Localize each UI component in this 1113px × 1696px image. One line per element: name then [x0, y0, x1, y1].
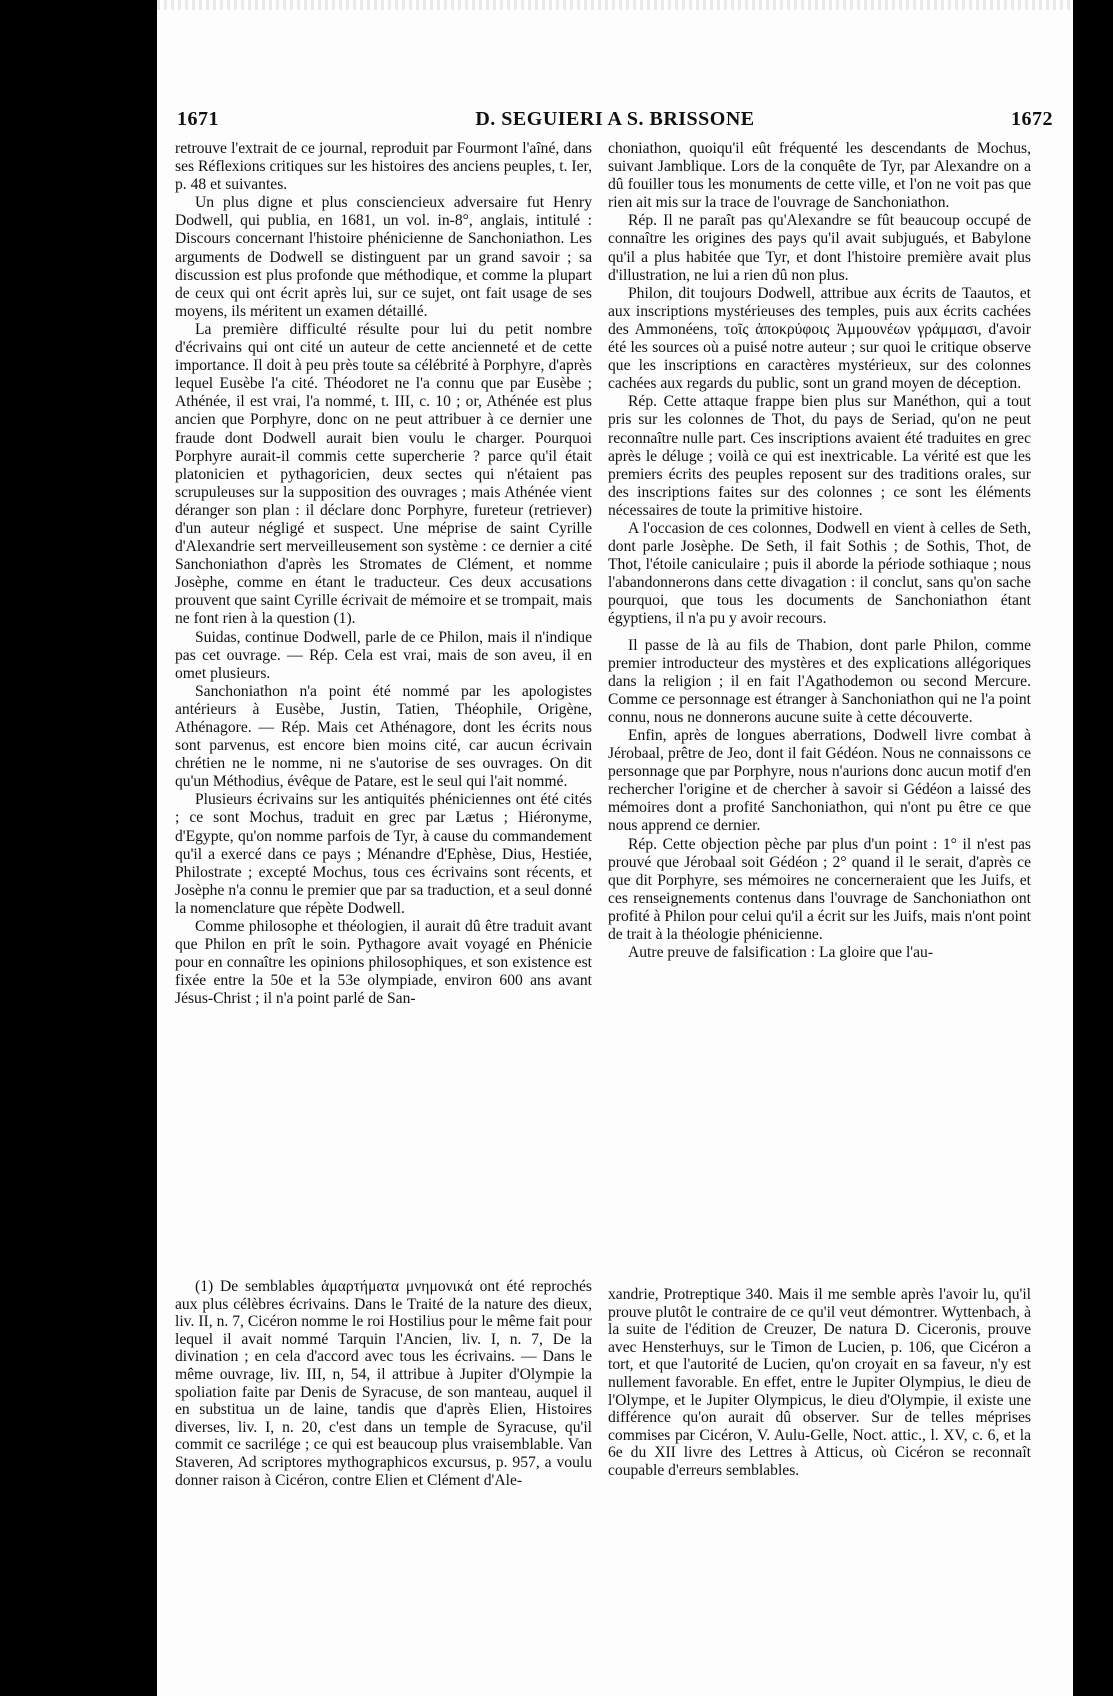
scan-right-margin: [1073, 0, 1113, 1696]
paragraph: choniathon, quoiqu'il eût fréquenté les descendants de Mochus, suivant Jamblique. Lors de la conquête de Tyr, par Alexandre on a dû fouiller tous les monuments de cette ville, et l'on ne voit pas que rien ait mis sur la trace de l'ouvrage de Sanchoniathon.: [608, 140, 1031, 212]
paragraph: Rép. Cette attaque frappe bien plus sur Manéthon, qui a tout pris sur les colonnes de Thot, du pays de Seriad, qu'on ne peut reconnaître nulle part. Ces inscriptions avaient été traduites en grec après le déluge ; voilà ce qui est inextricable. La vérité est que les premiers écrits des peuples reposent sur des traditions orales, sur des inscriptions faites sur des colonnes ; ce sont les éléments nécessaires de toute la primitive histoire.: [608, 393, 1031, 519]
footnote-text: (1) De semblables ἁμαρτήματα μνημονικά ont été reprochés aux plus célèbres écrivains. Dans le Traité de la nature des dieux, liv. II, n. 7, Cicéron nomme le roi Hostilius pour le même fait pour lequel il avait nommé Tarquin l'Ancien, liv. I, n. 7, De la divination ; en cela d'accord avec tous les écrivains. — Dans le même ouvrage, liv. III, n, 54, il attribue à Jupiter d'Olympie la spoliation faite par Denis de Syracuse, de son manteau, auquel il en substitua un de laine, tandis que d'après Elien, Histoires diverses, liv. I, n. 20, c'est dans un temple de Syracuse, qu'il commit ce sacrilége ; ce qui est beaucoup plus vraisemblable. Van Staveren, Ad scriptores mythographicos excursus, p. 957, a voulu donner raison à Cicéron, contre Elien et Clément d'Ale-: [175, 1278, 592, 1489]
paragraph: retrouve l'extrait de ce journal, reproduit par Fourmont l'aîné, dans ses Réflexions critiques sur les histoires des anciens peuples, t. Ier, p. 48 et suivantes.: [175, 140, 592, 194]
paragraph: Rép. Il ne paraît pas qu'Alexandre se fût beaucoup occupé de connaître les origines des pays qu'il avait subjugués, et Babylone qu'il a plus habitée que Tyr, et dont l'histoire première avait plus d'illustration, ne lui a rien dû non plus.: [608, 212, 1031, 284]
right-text-column: [608, 140, 1031, 962]
paragraph: Suidas, continue Dodwell, parle de ce Philon, mais il n'indique pas cet ouvrage. — Rép. Cela est vrai, mais de son aveu, il en omet plusieurs.: [175, 628, 592, 682]
document-page: [157, 0, 1073, 1696]
paragraph: Autre preuve de falsification : La gloire que l'au-: [628, 944, 934, 962]
paragraph: Enfin, après de longues aberrations, Dodwell livre combat à Jérobaal, prêtre de Jeo, dont il fait Gédéon. Nous ne connaissons ce personnage que par Porphyre, nous n'aurions donc aucun motif d'en rechercher l'origine et de chercher à savoir si Gédéon a laissé des mémoires dont a profité Sanchoniathon, qui n'ont pu être ce que nous apprend ce dernier.: [608, 727, 1031, 835]
paragraph: Un plus digne et plus consciencieux adversaire fut Henry Dodwell, qui publia, en 1681, un vol. in-8°, anglais, intitulé : Discours concernant l'histoire phénicienne de Sanchoniathon. Les arguments de Dodwell se distinguent par un grand savoir ; sa discussion est plus profonde que méthodique, et comme la plupart de ceux qui ont écrit après lui, sur ce sujet, ont fait usage de ses moyens, ils méritent un examen détaillé.: [175, 194, 592, 320]
paragraph: A l'occasion de ces colonnes, Dodwell en vient à celles de Seth, dont parle Josèphe. De Seth, il fait Sothis ; de Sothis, Thot, de Thot, l'étoile caniculaire ; puis il aborde la période sothiaque ; nous l'abandonnerons dans cette divagation : il conclut, sans qu'on sache pourquoi, que tous les documents de Sanchoniathon étant égyptiens, il n'a pu y avoir recours.: [608, 519, 1031, 628]
right-column-number: 1672: [1011, 108, 1053, 130]
running-head: [175, 108, 1055, 132]
paragraph: Sanchoniathon n'a point été nommé par les apologistes antérieurs à Eusèbe, Justin, Tatien, Théophile, Origène, Athénagore. — Rép. Mais cet Athénagore, dont les écrits nous sont parvenus, est encore bien moins cité, car aucun écrivain chrétien ne le nomme, ni ne s'autorise de ses ouvrages. On dit qu'un Méthodius, évêque de Patare, est le seul qui l'ait nommé.: [175, 682, 592, 791]
page-title: D. SEGUIERI A S. BRISSONE: [475, 108, 755, 130]
paragraph: Rép. Cette objection pèche par plus d'un point : 1° il n'est pas prouvé que Jérobaal soit Gédéon ; 2° quand il le serait, d'après ce que dit Porphyre, ses mémoires ne concerneraient que les Juifs, et ces renseignements contenus dans l'ouvrage de Sanchoniathon ont profité à Philon pour celui qu'il a écrit sur les Juifs, mais n'ont point de trait à la théologie phénicienne.: [608, 835, 1031, 944]
footnote-right: [608, 1286, 1031, 1480]
left-column-number: 1671: [177, 108, 219, 130]
paragraph: La première difficulté résulte pour lui du petit nombre d'écrivains qui ont cité un auteur de cette ancienneté et de cette importance. Il doit à peu près toute sa célébrité à Porphyre, d'après lequel Eusèbe l'a cité. Théodoret ne l'a connu que par Eusèbe ; Athénée, il est vrai, l'a nommé, t. III, c. 10 ; or, Athénée est plus ancien que Porphyre, donc on ne peut attribuer à ce dernier une fraude dont Dodwell aurait bien voulu le charger. Pourquoi Porphyre aurait-il commis cette supercherie ? parce qu'il était platonicien et pythagoricien, deux sectes qui n'étaient pas scrupuleuses sur la supposition des ouvrages ; mais Athénée vient déranger son plan : il déclare donc Porphyre, fureteur (retriever) d'un auteur négligé et suspect. Une méprise de saint Cyrille d'Alexandrie sert merveilleusement son système : ce dernier a cité Sanchoniathon d'après les Stromates de Clément, et nomme Josèphe, comme en étant le traducteur. Ces deux accusations prouvent que saint Cyrille écrivait de mémoire et se trompait, mais ne font rien à la question (1).: [175, 320, 593, 628]
scan-left-margin: [0, 0, 157, 1696]
paragraph: Philon, dit toujours Dodwell, attribue aux écrits de Taautos, et aux inscriptions mystérieuses des temples, puis aux écrits cachées des Ammonéens, τοῖς ἀποκρύφοις Ἀμμουνέων γράμμασι, d'avoir été les sources où a puisé notre auteur ; sur quoi le critique observe que les inscriptions en caractères mystérieux, sur des colonnes cachées aux regards du public, sont un grand moyen de déception.: [608, 284, 1031, 393]
scan-top-edge: [157, 0, 1073, 10]
paragraph: Plusieurs écrivains sur les antiquités phéniciennes ont été cités ; ce sont Mochus, traduit en grec par Lætus ; Hiéronyme, d'Egypte, qu'on nomme parfois de Tyr, à cause du commandement qu'il a exercé dans ce pays ; Ménandre d'Ephèse, Dius, Hestiée, Philostrate ; excepté Mochus, tous ces écrivains sont récents, et Josèphe n'a connu le premier que par sa traduction, et a seul donné la nomenclature que répète Dodwell.: [175, 791, 592, 917]
paragraph: Il passe de là au fils de Thabion, dont parle Philon, comme premier introducteur des mystères et des explications allégoriques dans la religion ; il en fait l'Agathodemon ou second Mercure. Comme ce personnage est étranger à Sanchoniathon qui ne l'a point connu, nous ne donnerons aucune suite à cette découverte.: [608, 636, 1031, 726]
footnote-left: [175, 1278, 592, 1489]
footnote-text: xandrie, Protreptique 340. Mais il me semble après l'avoir lu, qu'il prouve plutôt le contraire de ce qu'il veut démontrer. Wyttenbach, à la suite de l'édition de Creuzer, De natura D. Ciceronis, prouve avec Hensterhuys, sur le Timon de Lucien, p. 106, que Cicéron a tort, et que l'autorité de Lucien, qu'on croyait en sa faveur, n'y est nullement favorable. En effet, entre le Jupiter Olympius, le dieu de l'Olympe, et le Jupiter Olympicus, le dieu d'Olympie, il existe une différence qu'on aurait dû observer. Sur de telles méprises commises par Cicéron, V. Aulu-Gelle, Noct. attic., l. XV, c. 6, et la 6e du XII livre des Lettres à Atticus, où Cicéron se reconnaît coupable d'erreurs semblables.: [608, 1286, 1031, 1479]
paragraph: Comme philosophe et théologien, il aurait dû être traduit avant que Philon en prît le soin. Pythagore avait voyagé en Phénicie pour en connaître les opinions philosophiques, et son existence est fixée entre la 50e et la 53e olympiade, environ 600 ans avant Jésus-Christ ; il n'a point parlé de San-: [175, 918, 592, 1008]
left-text-column: [175, 140, 592, 1009]
